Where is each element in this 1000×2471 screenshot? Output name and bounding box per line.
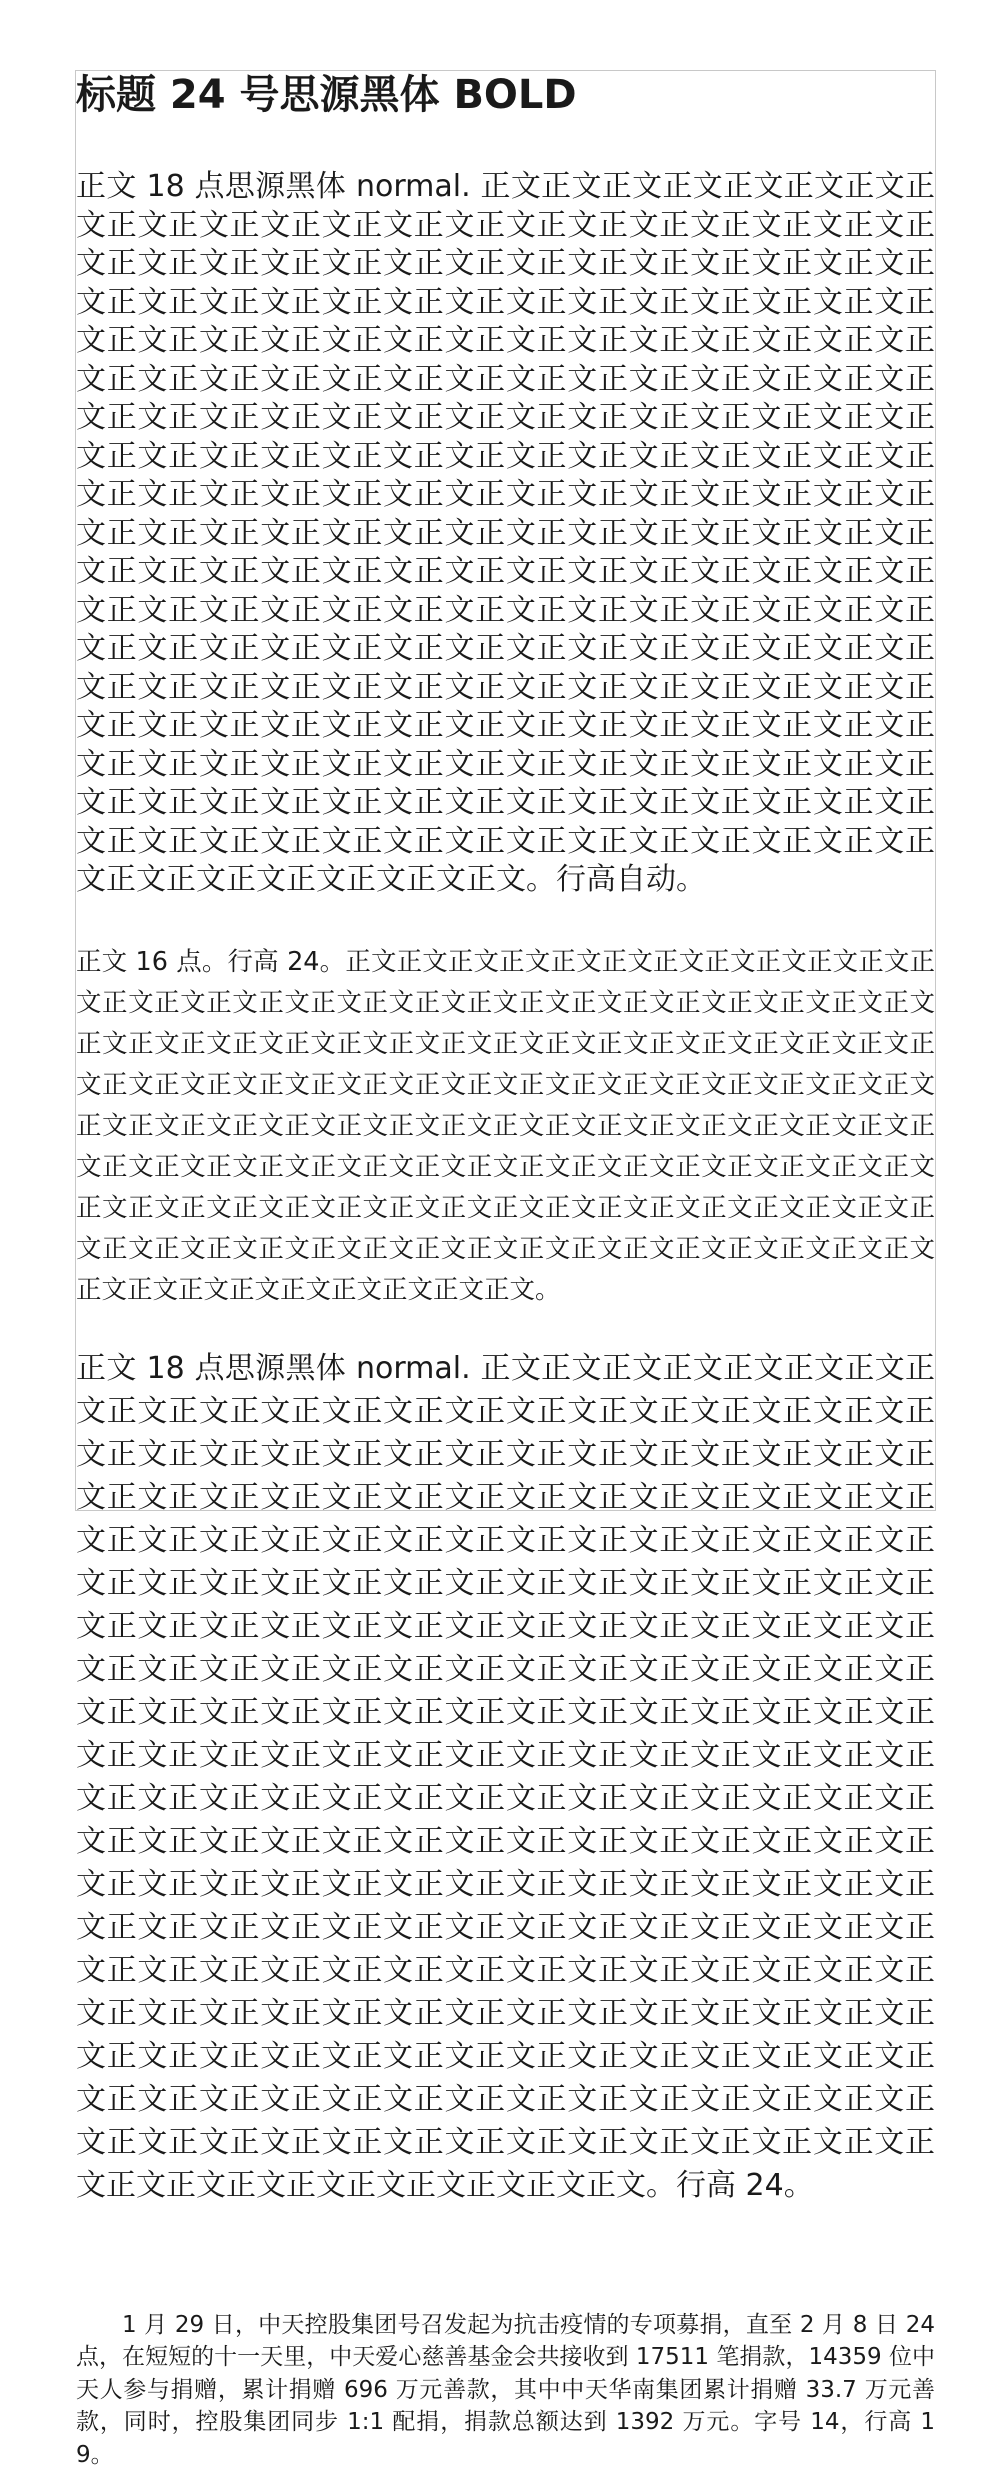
paragraph-note: 行高自动。 bbox=[556, 862, 706, 897]
paragraph-body: 正文正文正文正文正文正文正文正文正文正文正文正文正文正文正文正文正文正文正文正文正文正文正文正文正文正文正文正文正文正文正文正文正文正文正文正文正文正文正文正文正文正文正文正文正文正文正文正文正文正文正文正文正文正文正文正文正文正文正文正文正文正文正文正文正文正文正文正文正文正文正文正文正文正文正文正文正文正文正文正文正文正文正文正文正文正文正文正文正文正文正文正文正文正文正文正文正文正文正文正文正文正文正文正文正文正文正文正文正文正文正文正文正文正文正文正文正文正文正文正文正文正文正文正文正文正文正文正文正文正文正文正文正文正文正文正文正文正文正文正文正文正文正文正文正文正文正文正文正文正文正文正文正文正文正文正文正文正文正文正文正文正文正文正文正文正文正文正文正文正文正文正文正文正文正文正文正文正文正文正文正文正文正文正文正文正文正文正文正文正文正文正文正文正文正文正文正文正文正文正文正文正文正文正文正文正文正文正文正文正文正文正文正文正文正文正文正文正文正文正文正文正文正文正文正文正文正文正文正文正文正文正文正文正文正文正文正文正文正文正文正文正文正文正文正文正文正文正文正文正文正文正文正文。 bbox=[76, 169, 935, 897]
paragraph-18pt-auto bbox=[76, 168, 935, 900]
paragraph-body: 正文正文正文正文正文正文正文正文正文正文正文正文正文正文正文正文正文正文正文正文正文正文正文正文正文正文正文正文正文正文正文正文正文正文正文正文正文正文正文正文正文正文正文正文正文正文正文正文正文正文正文正文正文正文正文正文正文正文正文正文正文正文正文正文正文正文正文正文正文正文正文正文正文正文正文正文正文正文正文正文正文正文正文正文正文正文正文正文正文正文正文正文正文正文正文正文正文正文正文正文正文正文正文正文正文正文正文正文正文正文正文正文正文正文正文正文正文正文正文正文正文正文正文正文正文正文正文正文正文正文正文正文正文正文正文正文正文正文正文正文正文正文正文正文正文正文正文正文正文正文正文正文正文正文正文正文正文正文正文正文正文正文正文正文正文正文正文正文正文正文正文正文正文正文正文正文正文正文正文正文正文正文正文正文正文正文正文正文正文正文正文正文正文正文正文正文正文正文正文正文正文正文正文正文正文正文正文正文正文正文正文正文正文正文正文正文正文正文正文正文正文正文正文正文正文正文正文正文正文正文正文正文正文正文正文正文正文正文正文正文正文正文正文正文正文正文正文正文正文正文正文正文正文正文正文正文正文正文正文正文正文正文正文正文正文正文正文正文正文。 bbox=[76, 1351, 935, 2203]
paragraph-lead: 正文 18 点思源黑体 normal. bbox=[76, 169, 471, 204]
paragraph-body: 正文正文正文正文正文正文正文正文正文正文正文正文正文正文正文正文正文正文正文正文正文正文正文正文正文正文正文正文正文正文正文正文正文正文正文正文正文正文正文正文正文正文正文正文正文正文正文正文正文正文正文正文正文正文正文正文正文正文正文正文正文正文正文正文正文正文正文正文正文正文正文正文正文正文正文正文正文正文正文正文正文正文正文正文正文正文正文正文正文正文正文正文正文正文正文正文正文正文正文正文正文正文正文正文正文正文正文正文正文正文正文正文正文正文正文正文正文正文正文正文正文正文正文正文正文正文正文正文正文正文正文正文正文正文正文正文。 bbox=[76, 947, 935, 1305]
document-heading: 标题 24 号思源黑体 BOLD bbox=[76, 70, 935, 120]
document-body bbox=[76, 70, 935, 2471]
paragraph-news bbox=[76, 2309, 935, 2471]
paragraph-note: 行高 24。 bbox=[676, 2168, 814, 2203]
paragraph-body: 1 月 29 日，中天控股集团号召发起为抗击疫情的专项募捐，直至 2 月 8 日 24 点，在短短的十一天里，中天爱心慈善基金会共接收到 17511 笔捐款，14359 位中天人参与捐赠，累计捐赠 696 万元善款，其中中天华南集团累计捐赠 33.7 万元善款，同时，控股集团同步 1:1 配捐，捐款总额达到 1392 万元。 bbox=[76, 2312, 935, 2436]
paragraph-16pt bbox=[76, 942, 935, 1311]
paragraph-18pt-24 bbox=[76, 1347, 935, 2207]
paragraph-note: 字号 14，行高 19。 bbox=[76, 2409, 935, 2468]
paragraph-lead: 正文 16 点。行高 24。 bbox=[76, 947, 345, 977]
paragraph-lead: 正文 18 点思源黑体 normal. bbox=[76, 1351, 471, 1386]
